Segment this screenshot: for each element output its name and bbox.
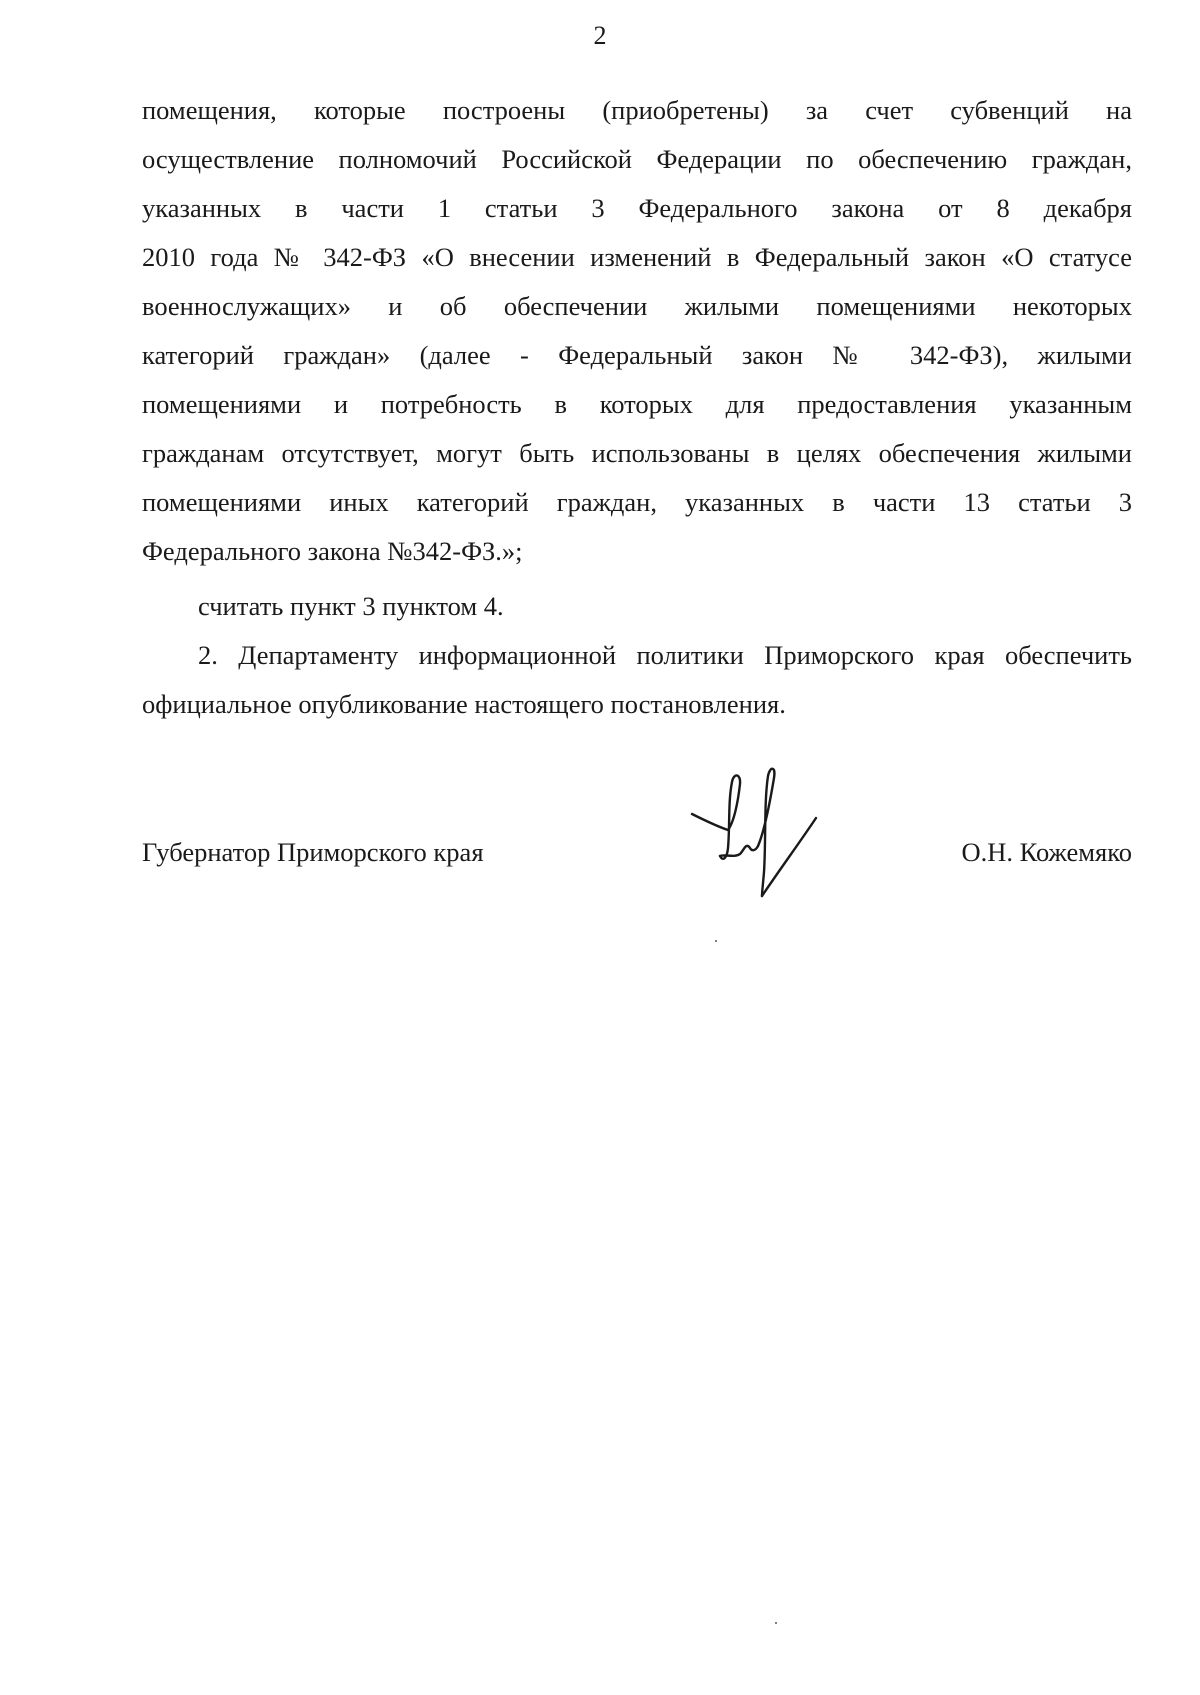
scan-speck: [715, 940, 717, 942]
signer-name: О.Н. Кожемяко: [961, 837, 1132, 867]
body-line: помещения, которые построены (приобретены) за счет субвенций на: [142, 95, 1132, 125]
item-2-line: официальное опубликование настоящего постановления.: [142, 689, 786, 719]
body-line: гражданам отсутствует, могут быть использованы в целях обеспечения жилыми: [142, 438, 1132, 468]
body-line: 2010 года № 342-ФЗ «О внесении изменений в Федеральный закон «О статусе: [142, 242, 1132, 272]
signature-block: [142, 830, 1132, 880]
body-line: помещениями иных категорий граждан, указанных в части 13 статьи 3: [142, 487, 1132, 517]
page-number: 2: [593, 21, 607, 50]
body-line: Федерального закона №342-ФЗ.»;: [142, 536, 523, 566]
body-line: осуществление полномочий Российской Федерации по обеспечению граждан,: [142, 144, 1132, 174]
renumber-line: считать пункт 3 пунктом 4.: [198, 591, 504, 621]
handwritten-signature: [690, 762, 840, 912]
document-body: [142, 86, 1132, 729]
body-line: указанных в части 1 статьи 3 Федерального закона от 8 декабря: [142, 193, 1132, 223]
item-2-line: 2. Департаменту информационной политики Приморского края обеспечить: [198, 640, 1132, 670]
body-line: военнослужащих» и об обеспечении жилыми помещениями некоторых: [142, 291, 1132, 321]
scan-speck: [775, 1622, 777, 1624]
signer-title: Губернатор Приморского края: [142, 837, 484, 867]
body-line: категорий граждан» (далее - Федеральный закон № 342-ФЗ), жилыми: [142, 340, 1132, 370]
body-line: помещениями и потребность в которых для предоставления указанным: [142, 389, 1132, 419]
